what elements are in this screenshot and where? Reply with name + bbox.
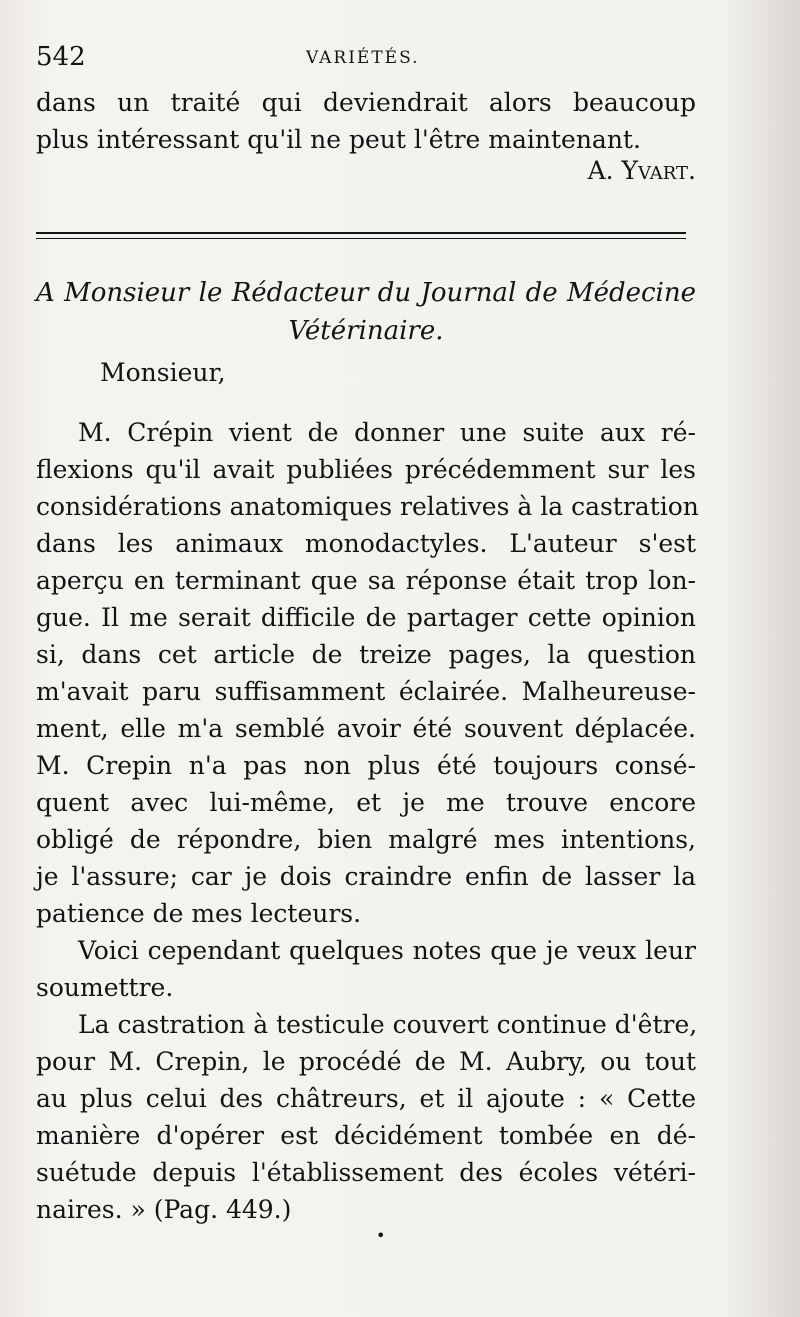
- text-line: manière d'opérer est décidément tombée en dé-: [36, 1121, 696, 1150]
- letter-title-line: A Monsieur le Rédacteur du Journal de Médecine: [36, 278, 696, 308]
- letter-title-line: Vétérinaire.: [288, 316, 444, 346]
- text-line: M. Crépin vient de donner une suite aux ré-: [78, 418, 696, 447]
- text-line: dans un traité qui deviendrait alors beaucoup: [36, 88, 696, 117]
- text-line: gue. Il me serait difficile de partager cette opinion: [36, 603, 696, 632]
- text-line: quent avec lui-même, et je me trouve encore: [36, 788, 696, 817]
- text-line: La castration à testicule couvert continue d'être,: [78, 1010, 698, 1039]
- double-rule-top: [36, 232, 686, 234]
- text-line: si, dans cet article de treize pages, la question: [36, 640, 696, 669]
- double-rule-bottom: [36, 238, 686, 239]
- text-line: dans les animaux monodactyles. L'auteur s'est: [36, 529, 696, 558]
- text-line: plus intéressant qu'il ne peut l'être maintenant.: [36, 125, 641, 154]
- paragraph-2: [36, 932, 696, 1006]
- text-line: m'avait paru suffisamment éclairée. Malheureuse-: [36, 677, 696, 706]
- text-line: obligé de répondre, bien malgré mes intentions,: [36, 825, 696, 854]
- text-line: considérations anatomiques relatives à la castration: [36, 492, 699, 521]
- text-line: suétude depuis l'établissement des écoles vétéri-: [36, 1158, 696, 1187]
- text-line: M. Crepin n'a pas non plus été toujours consé-: [36, 751, 696, 780]
- text-line: patience de mes lecteurs.: [36, 899, 362, 928]
- page-number: 542: [36, 42, 86, 72]
- running-head: VARIÉTÉS.: [306, 48, 420, 68]
- text-line: aperçu en terminant que sa réponse était trop lon-: [36, 566, 696, 595]
- text-line: soumettre.: [36, 973, 174, 1002]
- paragraph-1: [36, 414, 699, 932]
- page-header: [36, 42, 696, 78]
- paragraph-3: [36, 1006, 696, 1228]
- text-line: pour M. Crepin, le procédé de M. Aubry, ou tout: [36, 1047, 696, 1076]
- text-line: ment, elle m'a semblé avoir été souvent déplacée.: [36, 714, 696, 743]
- text-line: flexions qu'il avait publiées précédemment sur les: [36, 455, 696, 484]
- salutation: Monsieur,: [100, 358, 226, 387]
- bottom-ornament: •: [376, 1226, 386, 1245]
- signature: A. Yvart.: [587, 156, 696, 185]
- text-line: naires. » (Pag. 449.): [36, 1195, 292, 1224]
- text-line: je l'assure; car je dois craindre enfin de lasser la: [36, 862, 696, 891]
- top-paragraph: [36, 84, 696, 158]
- text-line: Voici cependant quelques notes que je veux leur: [78, 936, 696, 965]
- text-line: au plus celui des châtreurs, et il ajoute : « Cette: [36, 1084, 696, 1113]
- letter-title: [36, 274, 696, 350]
